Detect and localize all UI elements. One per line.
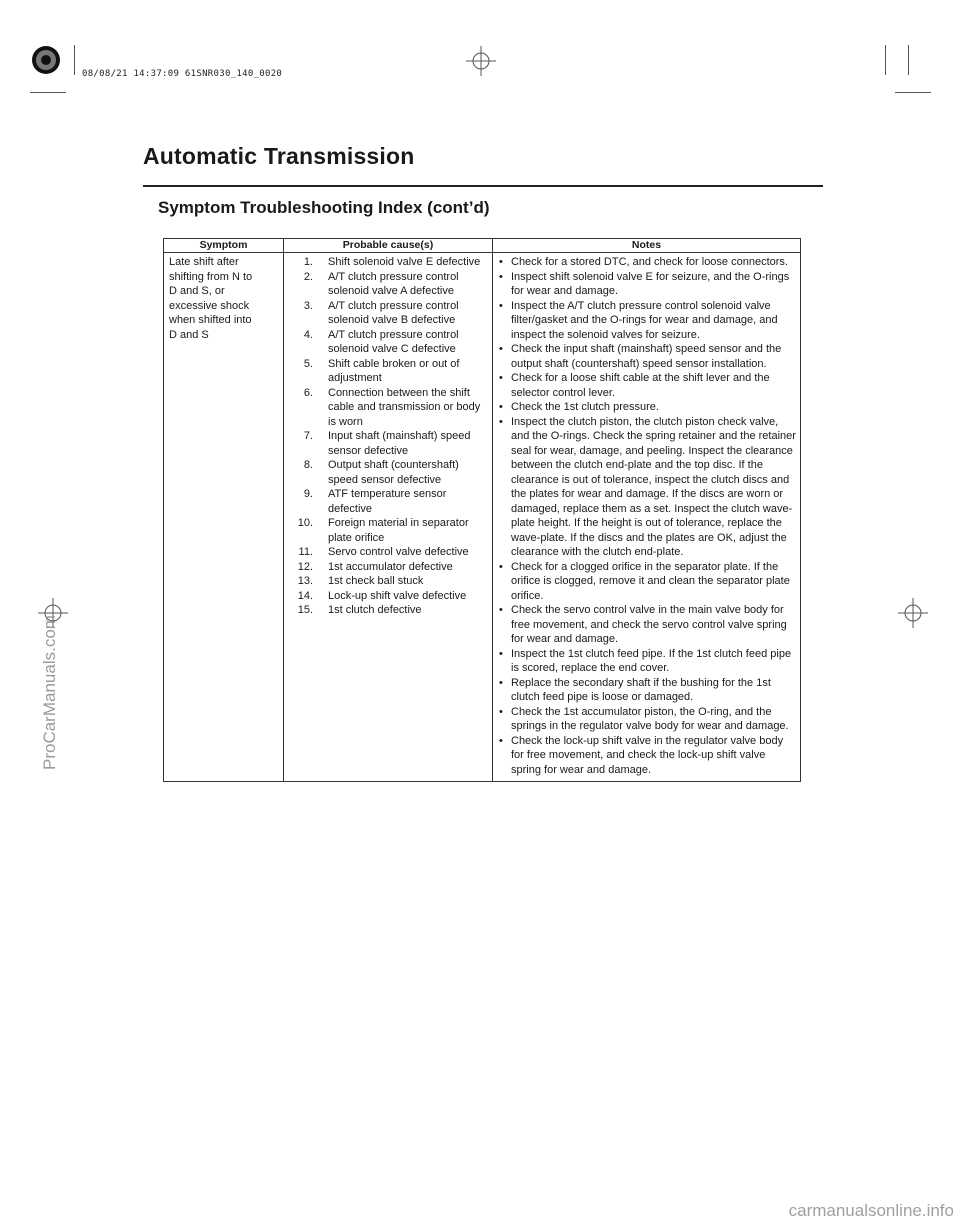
cause-item bbox=[288, 299, 488, 328]
cause-number: 12. bbox=[297, 560, 313, 573]
symptom-line: when shifted into bbox=[169, 314, 252, 326]
cause-number: 8. bbox=[303, 459, 313, 471]
bullet-icon: • bbox=[499, 256, 503, 268]
cause-item bbox=[288, 386, 488, 430]
note-text: Check for a clogged orifice in the separator plate. If the orifice is clogged, remove it and clean the separator plate orifice. bbox=[511, 560, 790, 602]
crop-mark bbox=[895, 92, 931, 93]
cause-item bbox=[288, 270, 488, 299]
crop-mark bbox=[908, 45, 909, 75]
note-item bbox=[499, 734, 798, 778]
bullet-icon: • bbox=[499, 705, 503, 718]
cause-number: 13. bbox=[297, 575, 313, 587]
note-text: Check for a loose shift cable at the shift lever and the selector control lever. bbox=[511, 372, 770, 399]
cause-number: 7. bbox=[303, 430, 313, 442]
cause-item bbox=[288, 487, 488, 516]
table-header-row bbox=[164, 239, 801, 253]
cause-text: Lock-up shift valve defective bbox=[328, 589, 467, 602]
crop-mark bbox=[30, 92, 66, 93]
cause-number: 1. bbox=[303, 256, 313, 268]
symptom-line: excessive shock bbox=[169, 299, 250, 312]
notes-list bbox=[499, 255, 798, 777]
cause-text: Input shaft (mainshaft) speed sensor defective bbox=[328, 430, 471, 457]
cause-text: Shift solenoid valve E defective bbox=[328, 256, 481, 268]
crosshair-icon bbox=[898, 598, 928, 628]
print-stamp: 08/08/21 14:37:09 61SNR030_140_0020 bbox=[82, 69, 283, 79]
cause-text: A/T clutch pressure control solenoid valve B defective bbox=[328, 299, 459, 326]
cause-item bbox=[288, 357, 488, 386]
bullet-icon: • bbox=[499, 560, 503, 573]
table-row bbox=[164, 253, 801, 782]
note-item bbox=[499, 371, 798, 400]
bullet-icon: • bbox=[499, 604, 503, 616]
cause-item bbox=[288, 545, 488, 560]
bullet-icon: • bbox=[499, 270, 503, 283]
page-title: Automatic Transmission bbox=[143, 143, 415, 169]
symptom-line: D and S, or bbox=[169, 285, 225, 297]
crosshair-icon bbox=[466, 46, 496, 76]
cause-item bbox=[288, 255, 488, 270]
note-text: Replace the secondary shaft if the bushing for the 1st clutch feed pipe is loose or damaged. bbox=[511, 676, 771, 703]
note-item bbox=[499, 299, 798, 343]
title-rule bbox=[143, 185, 823, 187]
bottom-watermark: carmanualsonline.info bbox=[788, 1201, 954, 1220]
cause-text: 1st check ball stuck bbox=[328, 575, 424, 587]
cause-text: Shift cable broken or out of adjustment bbox=[328, 357, 460, 384]
cause-item bbox=[288, 516, 488, 545]
bullet-icon: • bbox=[499, 401, 503, 413]
cause-number: 3. bbox=[303, 299, 313, 312]
note-text: Check the 1st clutch pressure. bbox=[511, 401, 659, 413]
note-item bbox=[499, 603, 798, 647]
cause-item bbox=[288, 574, 488, 589]
bullet-icon: • bbox=[499, 372, 503, 384]
note-item bbox=[499, 560, 798, 604]
side-watermark: ProCarManuals.com bbox=[40, 615, 59, 770]
bullet-icon: • bbox=[499, 343, 503, 355]
cause-text: ATF temperature sensor defective bbox=[328, 488, 447, 515]
note-text: Check the lock-up shift valve in the regulator valve body for free movement, and check the lock-up shift valve spring for wear and damage. bbox=[511, 734, 784, 776]
cause-text: Connection between the shift cable and transmission or body is worn bbox=[328, 386, 481, 428]
causes-cell bbox=[284, 253, 493, 782]
note-item bbox=[499, 676, 798, 705]
note-item bbox=[499, 270, 798, 299]
symptom-line: shifting from N to bbox=[169, 270, 253, 283]
symptom-line: Late shift after bbox=[169, 256, 239, 268]
note-text: Check for a stored DTC, and check for loose connectors. bbox=[511, 256, 788, 268]
cause-number: 6. bbox=[303, 386, 313, 399]
note-text: Check the input shaft (mainshaft) speed sensor and the output shaft (countershaft) speed sensor installation. bbox=[511, 343, 782, 370]
cause-number: 10. bbox=[297, 517, 313, 529]
registration-target-icon bbox=[30, 44, 62, 76]
column-header-symptom: Symptom bbox=[164, 239, 284, 253]
troubleshooting-table bbox=[163, 238, 801, 782]
cause-number: 4. bbox=[303, 328, 313, 341]
bullet-icon: • bbox=[499, 647, 503, 660]
cause-text: Output shaft (countershaft) speed sensor defective bbox=[328, 459, 459, 486]
notes-cell bbox=[493, 253, 801, 782]
cause-number: 2. bbox=[303, 270, 313, 283]
cause-text: 1st accumulator defective bbox=[328, 560, 453, 573]
bullet-icon: • bbox=[499, 734, 503, 747]
cause-item bbox=[288, 589, 488, 604]
cause-number: 9. bbox=[303, 488, 313, 500]
note-item bbox=[499, 255, 798, 270]
causes-list bbox=[288, 255, 488, 618]
symptom-line: D and S bbox=[169, 328, 209, 341]
symptom-cell bbox=[164, 253, 284, 782]
cause-item bbox=[288, 328, 488, 357]
cause-text: A/T clutch pressure control solenoid valve A defective bbox=[328, 270, 459, 297]
column-header-causes: Probable cause(s) bbox=[284, 239, 493, 253]
cause-text: Foreign material in separator plate orifice bbox=[328, 517, 469, 544]
cause-number: 11. bbox=[298, 546, 313, 558]
bullet-icon: • bbox=[499, 676, 503, 689]
note-text: Check the 1st accumulator piston, the O-ring, and the springs in the regulator valve body for wear and damage. bbox=[511, 705, 789, 732]
note-item bbox=[499, 705, 798, 734]
note-text: Check the servo control valve in the main valve body for free movement, and check the servo control valve spring for wear and damage. bbox=[511, 604, 787, 645]
note-text: Inspect the clutch piston, the clutch piston check valve, and the O-rings. Check the spring retainer and the retainer seal for wear, damage, and peeling. Inspect the clearance between the clutch end-plate and the top disc. If the clearance is out of tolerance, inspect the clutch discs and the plates for wear and damage. If the discs are worn or damaged, replace them as a set. Inspect the clutch wave-plate height. If the height is out of tolerance, replace the wave-plate. If the discs and the plates are OK, adjust the clearance with the clutch end-plate. bbox=[511, 415, 796, 558]
note-text: Inspect the 1st clutch feed pipe. If the 1st clutch feed pipe is scored, replace the end cover. bbox=[511, 647, 792, 674]
cause-text: 1st clutch defective bbox=[328, 604, 422, 616]
cause-item bbox=[288, 560, 488, 575]
cause-item bbox=[288, 458, 488, 487]
note-item bbox=[499, 647, 798, 676]
cause-number: 15. bbox=[297, 604, 313, 616]
column-header-notes: Notes bbox=[493, 239, 801, 253]
section-title: Symptom Troubleshooting Index (cont’d) bbox=[158, 198, 490, 217]
cause-text: A/T clutch pressure control solenoid valve C defective bbox=[328, 328, 459, 355]
cause-item bbox=[288, 429, 488, 458]
note-item bbox=[499, 400, 798, 415]
cause-item bbox=[288, 603, 488, 618]
crop-mark bbox=[885, 45, 886, 75]
crop-mark bbox=[74, 45, 75, 75]
cause-number: 14. bbox=[297, 589, 313, 602]
note-text: Inspect shift solenoid valve E for seizure, and the O-rings for wear and damage. bbox=[511, 270, 790, 297]
cause-number: 5. bbox=[303, 357, 313, 370]
note-item bbox=[499, 342, 798, 371]
note-text: Inspect the A/T clutch pressure control solenoid valve filter/gasket and the O-rings for wear and damage, and inspect the solenoid valves for seizure. bbox=[511, 299, 778, 341]
cause-text: Servo control valve defective bbox=[328, 546, 469, 558]
note-item bbox=[499, 415, 798, 560]
bullet-icon: • bbox=[499, 415, 503, 428]
bullet-icon: • bbox=[499, 299, 503, 312]
